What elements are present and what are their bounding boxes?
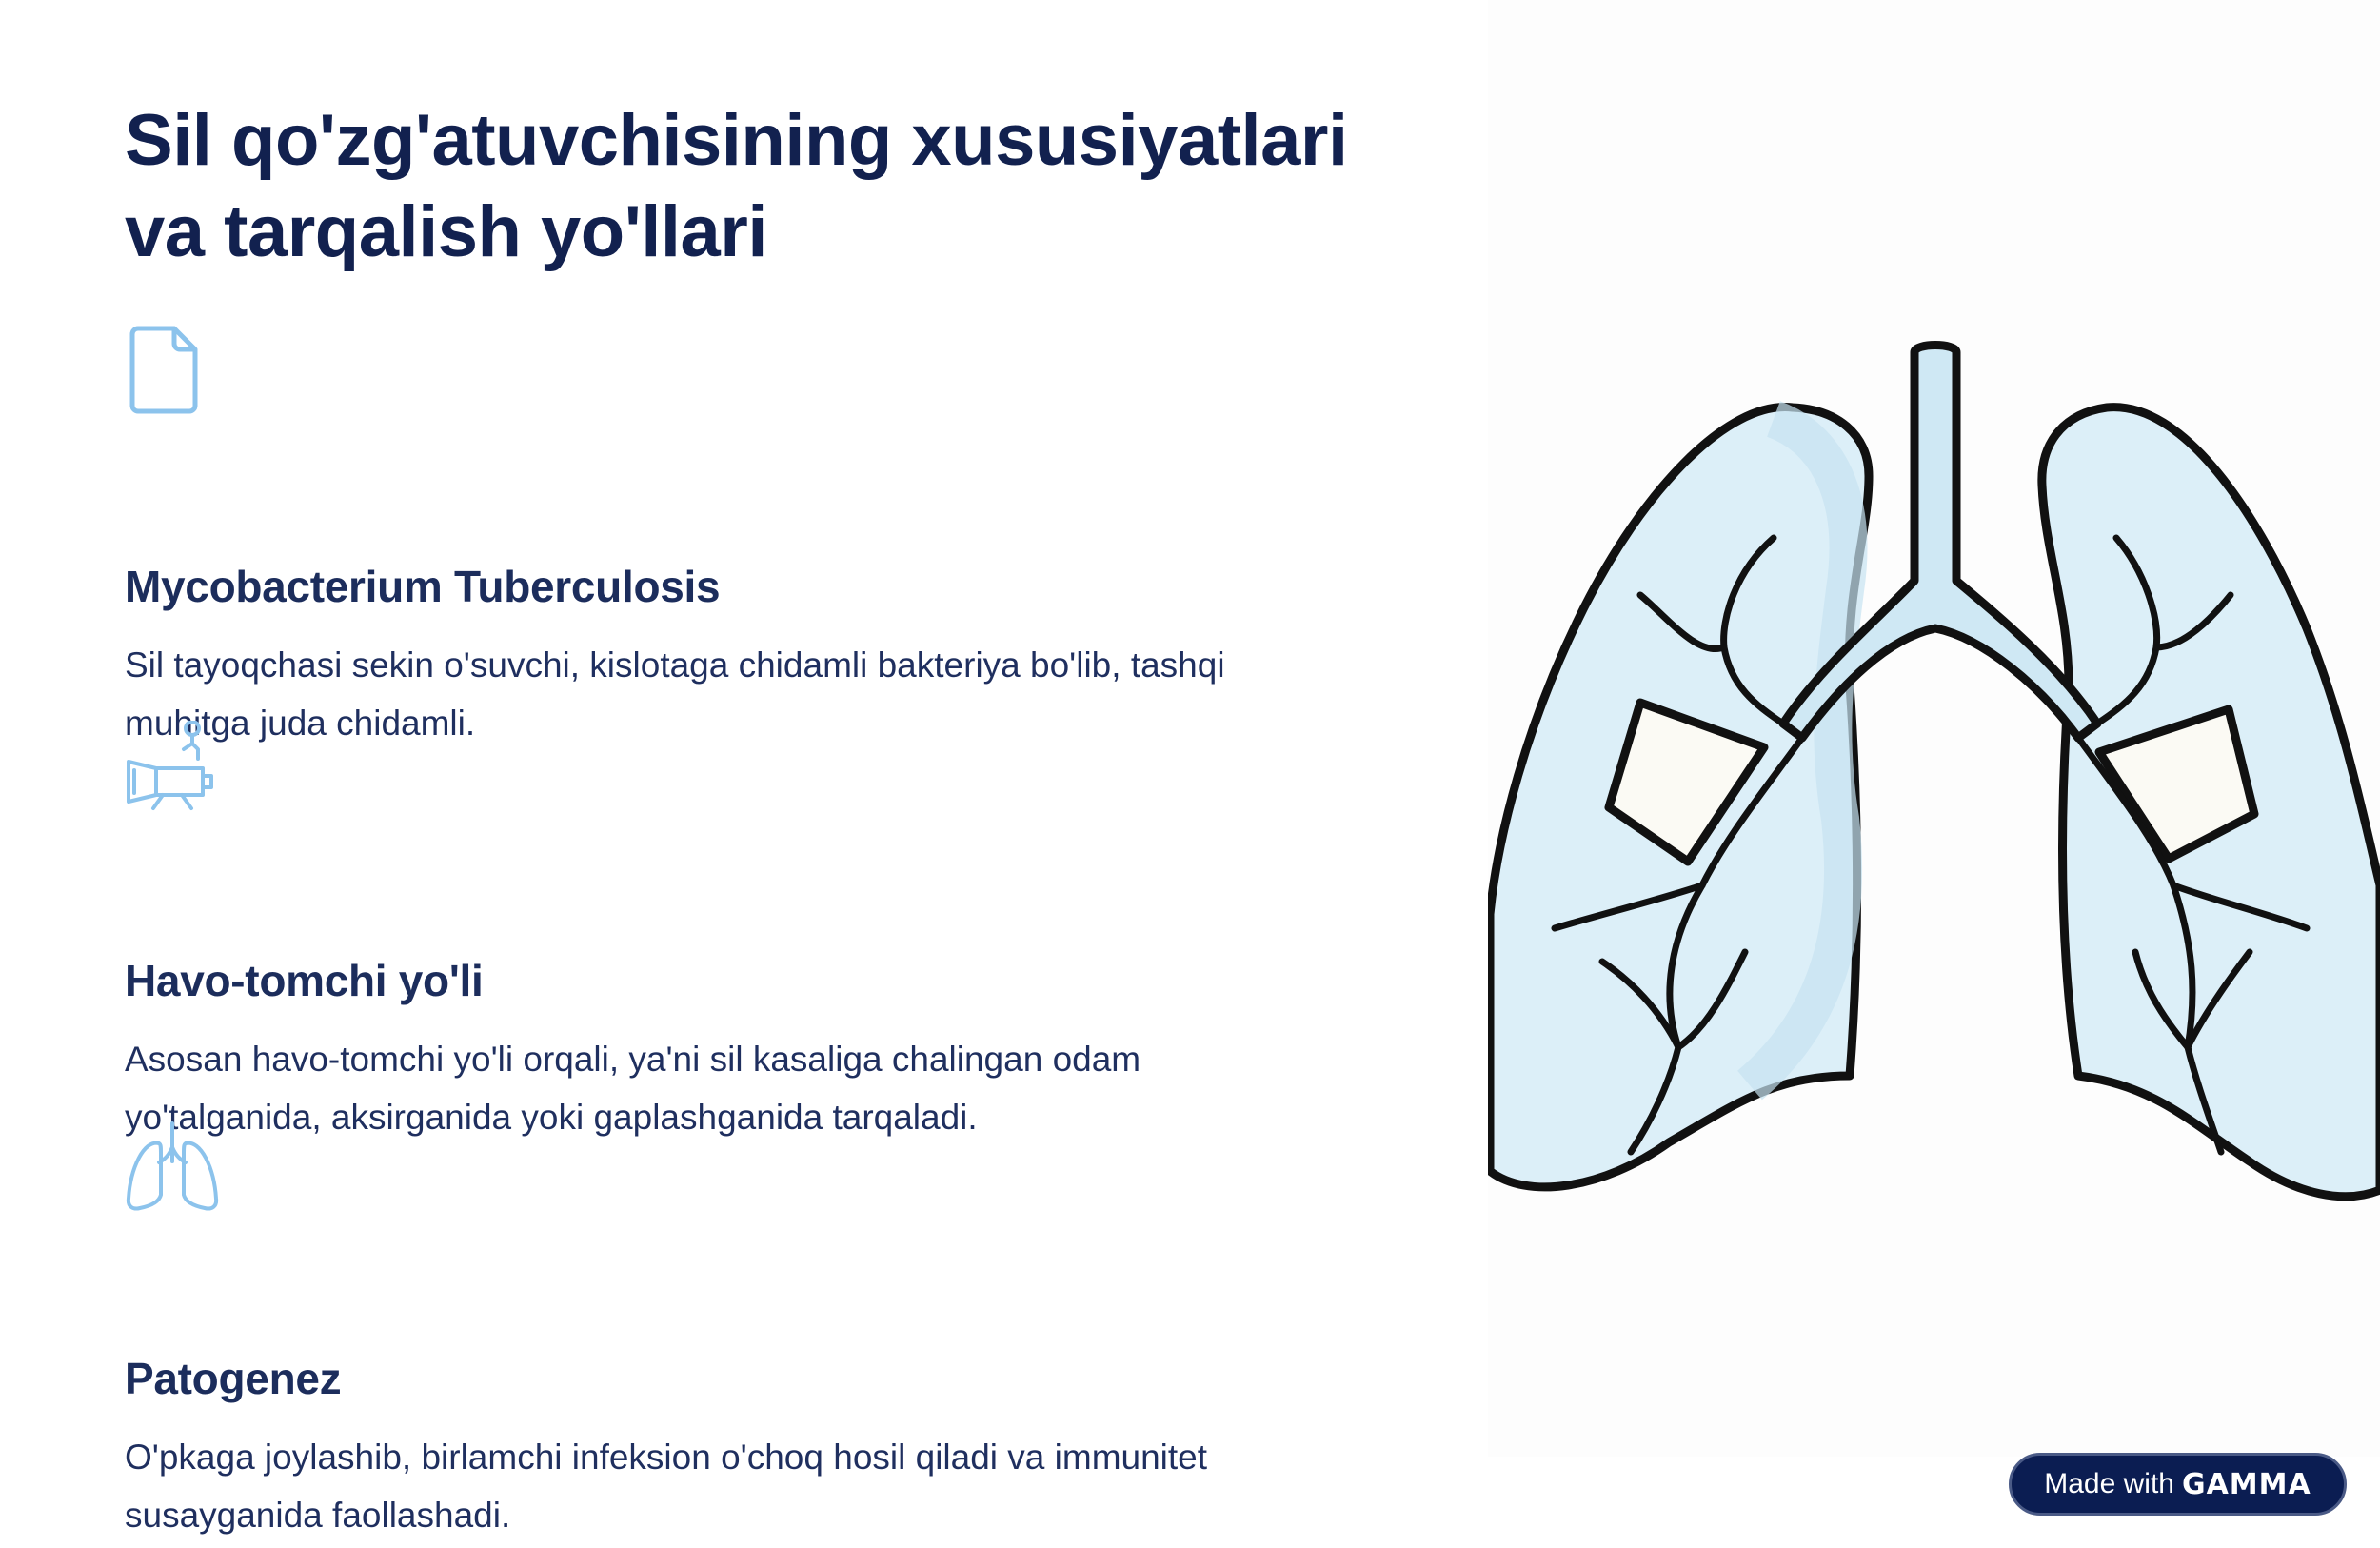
feature-description <box>125 1428 1353 1544</box>
feature-heading: Havo-tomchi yo'li <box>125 956 484 1005</box>
lungs-drawing <box>1488 0 2380 1457</box>
feature-heading: Patogenez <box>125 1354 342 1403</box>
feature-pathogenesis <box>125 1119 1353 1544</box>
lungs-icon <box>125 1119 220 1214</box>
description-line-1: Asosan havo-tomchi yo'li orqali, ya'ni sil kasaliga chalingan odam <box>125 1040 1141 1079</box>
gamma-logo: GAMMA <box>2181 1467 2311 1501</box>
description-line-1: Sil tayoqchasi sekin o'suvchi, kislotaga chidamli bakteriya bo'lib, tashqi <box>125 645 1225 685</box>
title-block <box>125 95 1353 278</box>
feature-mycobacterium <box>125 324 1353 752</box>
description-line-2: susayganida faollashadi. <box>125 1496 511 1535</box>
title-line-2: va tarqalish yo'llari <box>125 191 767 272</box>
description-line-2: yo'talganida, aksirganida yoki gaplashganida tarqaladi. <box>125 1098 978 1137</box>
feature-airborne <box>125 721 1353 1146</box>
page-title <box>125 95 1353 278</box>
description-line-1: O'pkaga joylashib, birlamchi infeksion o'choq hosil qiladi va immunitet <box>125 1438 1208 1477</box>
made-with-gamma-badge[interactable] <box>2009 1453 2347 1516</box>
lungs-illustration <box>1488 0 2380 1457</box>
projector-icon <box>125 721 220 816</box>
feature-heading: Mycobacterium Tuberculosis <box>125 562 721 611</box>
document-icon <box>125 324 220 419</box>
title-line-1: Sil qo'zg'atuvchisining xususiyatlari <box>125 100 1348 181</box>
badge-label: Made with <box>2044 1468 2174 1499</box>
description-line-2: muhitga juda chidamli. <box>125 704 476 743</box>
